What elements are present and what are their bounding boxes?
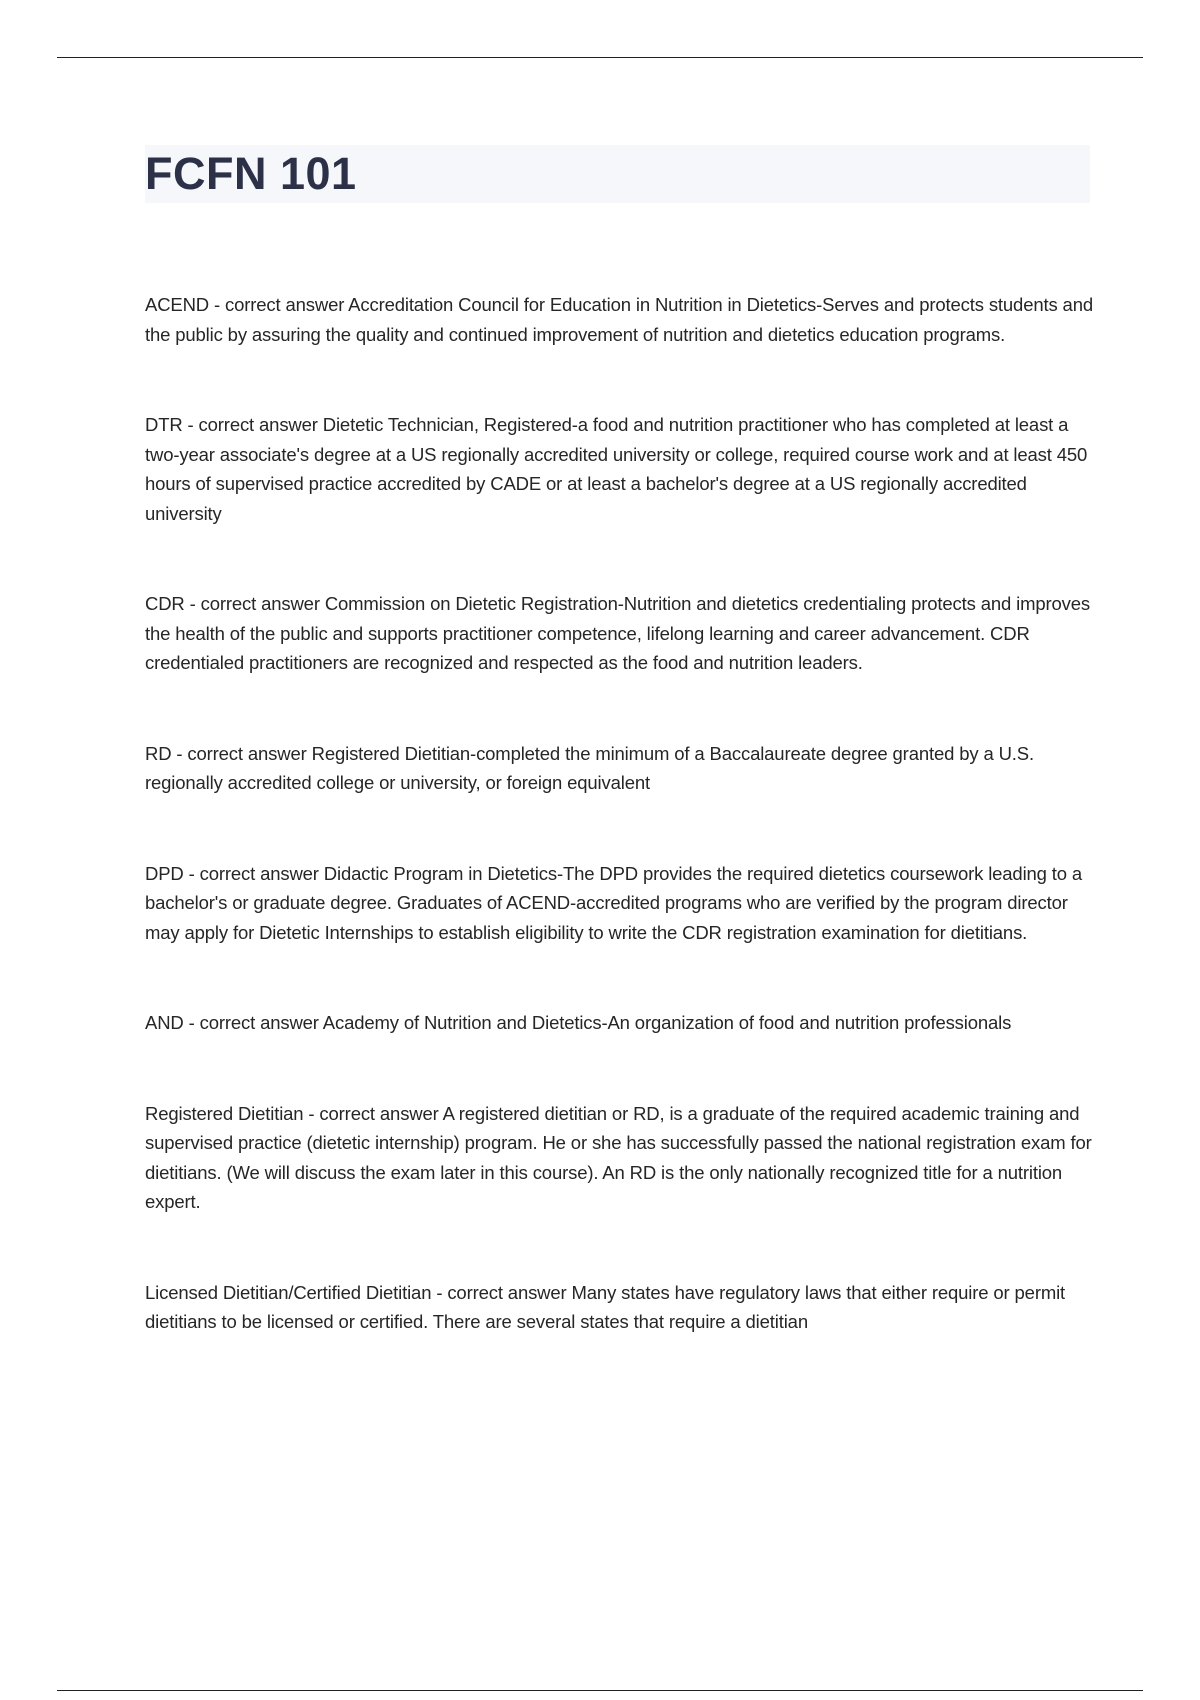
flashcard-entry-licensed-dietitian: Licensed Dietitian/Certified Dietitian - correct answer Many states have regulatory laws that either require or permit dietitians to be licensed or certified. There are several states that require a dietitian	[145, 1281, 1066, 1332]
page-title: FCFN 101	[145, 148, 357, 199]
top-divider	[57, 57, 1143, 58]
flashcard-entry-dtr: DTR - correct answer Dietetic Technician, Registered-a food and nutrition practitioner who has completed at least a two-year associate's degree at a US regionally accredited university or college, required course work and at least 450 hours of supervised practice accredited by CADE or at least a bachelor's degree at a US regionally accredited university	[145, 414, 1088, 524]
flashcard-entry-dpd: DPD - correct answer Didactic Program in Dietetics-The DPD provides the required dietetics coursework leading to a bachelor's or graduate degree. Graduates of ACEND-accredited programs who are verified by the program director may apply for Dietetic Internships to establish eligibility to write the CDR registration examination for dietitians.	[145, 862, 1083, 943]
flashcard-entry-acend: ACEND - correct answer Accreditation Council for Education in Nutrition in Dietetics-Serves and protects students and the public by assuring the quality and continued improvement of nutrition and dietetics education programs.	[145, 294, 1093, 345]
flashcard-entry-and: AND - correct answer Academy of Nutrition and Dietetics-An organization of food and nutrition professionals	[145, 1012, 1012, 1033]
bottom-divider	[57, 1690, 1143, 1691]
flashcard-list	[145, 290, 1095, 1398]
flashcard-entry-registered-dietitian: Registered Dietitian - correct answer A registered dietitian or RD, is a graduate of the required academic training and supervised practice (dietetic internship) program. He or she has successfully passed the national registration exam for dietitians. (We will discuss the exam later in this course). An RD is the only nationally recognized title for a nutrition expert.	[145, 1102, 1092, 1212]
flashcard-entry-cdr: CDR - correct answer Commission on Dietetic Registration-Nutrition and dietetics credentialing protects and improves the health of the public and supports practitioner competence, lifelong learning and career advancement. CDR credentialed practitioners are recognized and respected as the food and nutrition leaders.	[145, 593, 1090, 673]
flashcard-entry-rd: RD - correct answer Registered Dietitian-completed the minimum of a Baccalaureate degree granted by a U.S. regionally accredited college or university, or foreign equivalent	[145, 742, 1034, 793]
